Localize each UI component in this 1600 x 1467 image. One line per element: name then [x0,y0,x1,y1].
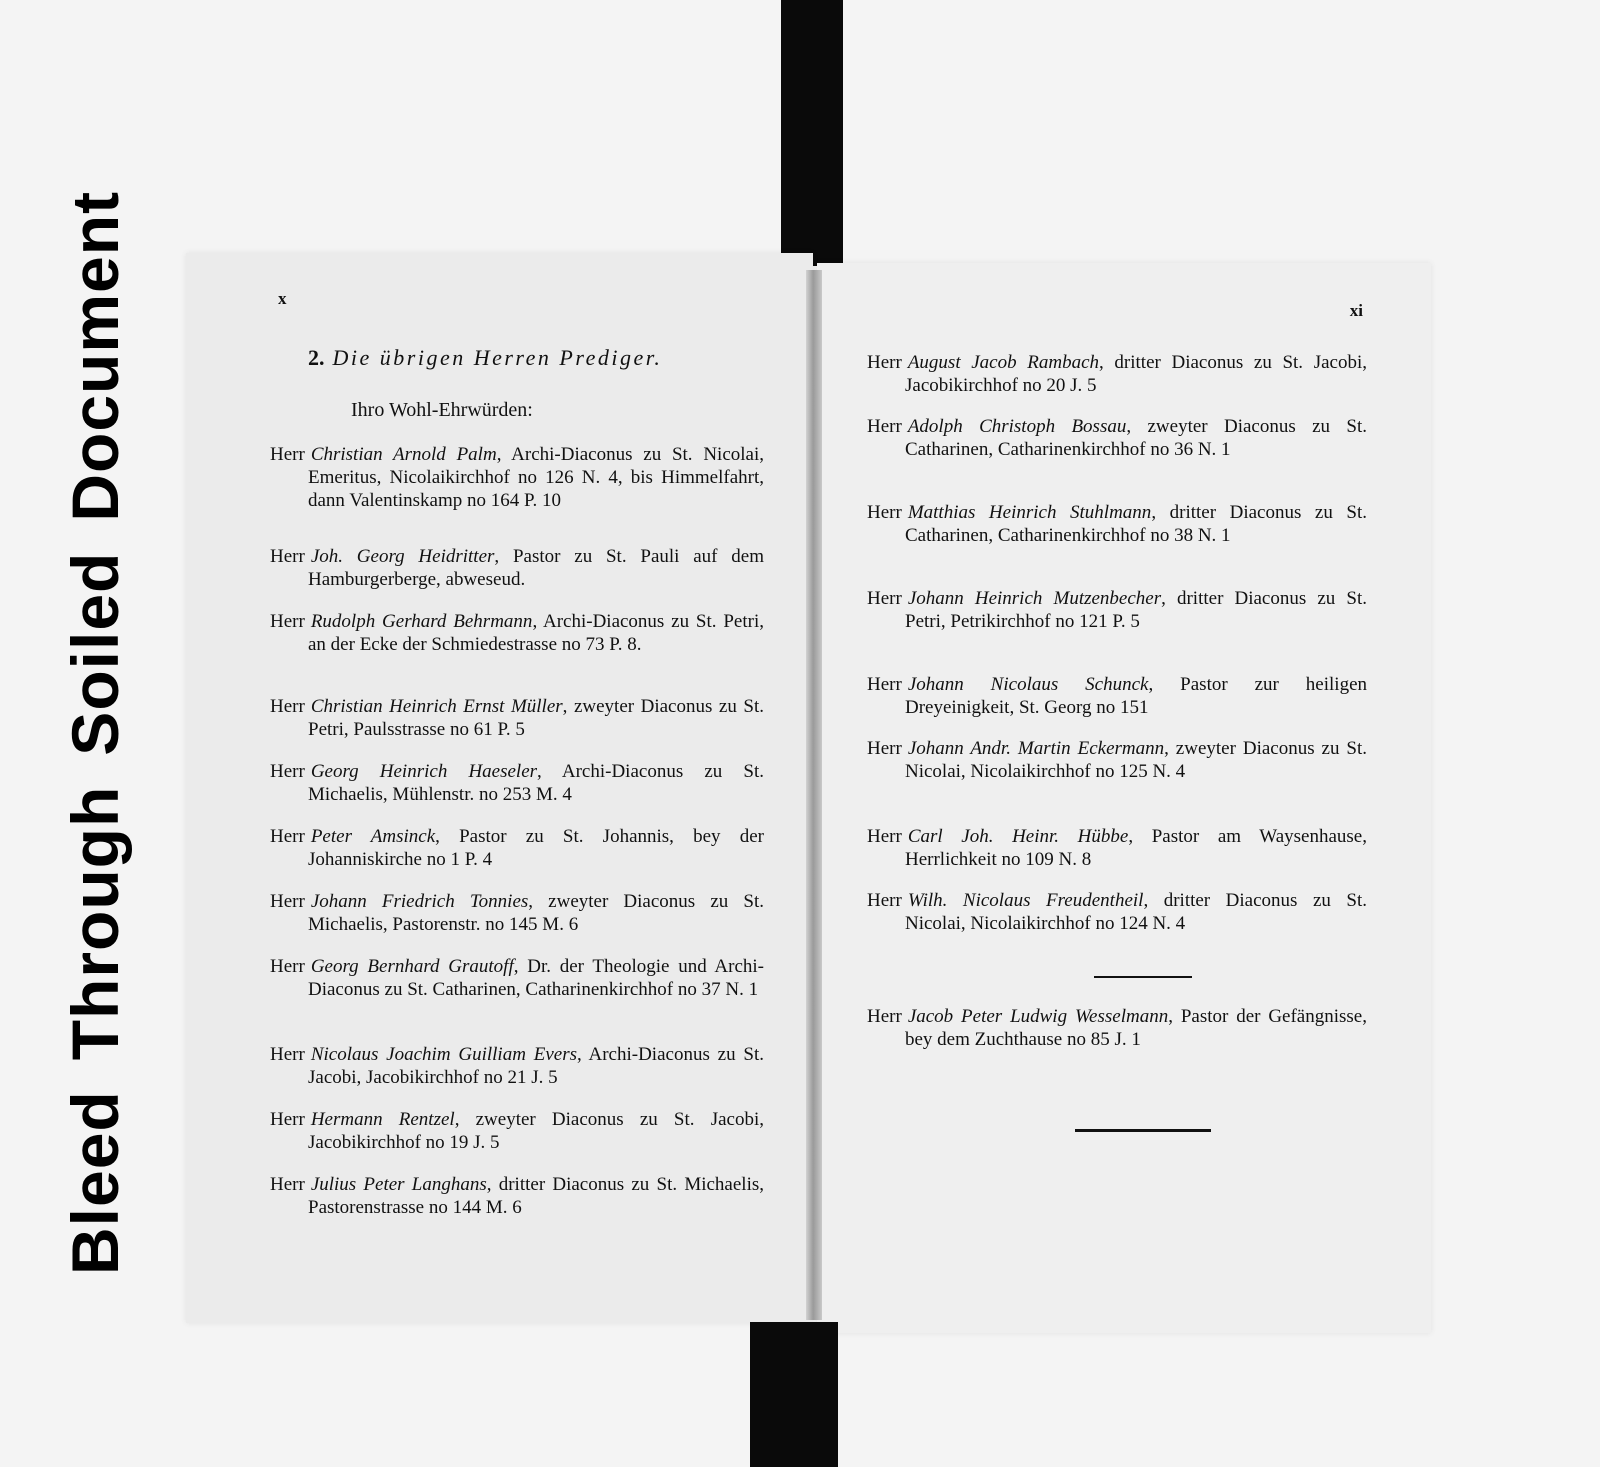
entry-title: Herr [867,826,902,847]
section-divider [1094,976,1192,978]
list-item [270,610,765,656]
entry-name: Adolph Christoph Bossau [907,416,1127,437]
entry-title: Herr [270,761,305,782]
list-item [270,760,764,806]
entry-name: Wilh. Nicolaus Freudentheil [907,890,1144,911]
entry-title: Herr [270,1109,305,1130]
label-word-4: Document [58,190,132,522]
section-number: 2. [308,345,325,370]
entry-name: Joh. Georg Heidritter [310,546,495,567]
list-item [270,1108,764,1154]
binding-strap-bottom [750,1322,838,1467]
entry-title: Herr [867,588,902,609]
list-item [270,695,764,741]
entry-detail: , zweyter Diaconus zu St. Jacobi, Jacobikirchhof no 19 J. 5 [308,1109,764,1153]
list-item [270,1173,764,1219]
entry-name: Johann Andr. Martin Eckermann [907,738,1165,759]
entry-detail: , Archi-Diaconus zu St. Nicolai, Emeritus, Nicolaikirchhof no 126 N. 4, bis Himmelfahrt, dann Valentinskamp no 164 P. 10 [308,444,764,511]
entry-name: August Jacob Rambach [907,352,1100,373]
entry-detail: , dritter Diaconus zu St. Catharinen, Catharinenkirchhof no 38 N. 1 [905,502,1367,546]
entry-detail: , dritter Diaconus zu St. Petri, Petrikirchhof no 121 P. 5 [905,588,1367,632]
entry-detail: , zweyter Diaconus zu St. Nicolai, Nicolaikirchhof no 125 N. 4 [905,738,1367,782]
list-item [270,890,764,936]
entry-title: Herr [867,352,902,373]
entry-title: Herr [270,826,305,847]
entry-title: Herr [867,890,902,911]
list-item [867,673,1368,719]
list-item [270,545,764,591]
label-word-3: Soiled [58,551,132,756]
left-page [186,253,813,1323]
list-item [867,1005,1367,1051]
entry-detail: , dritter Diaconus zu St. Jacobi, Jacobikirchhof no 20 J. 5 [905,352,1367,396]
list-item [270,955,764,1001]
entry-name: Jacob Peter Ludwig Wesselmann [907,1006,1169,1027]
label-word-1: Bleed [58,1090,132,1275]
entry-detail: , Archi-Diaconus zu St. Jacobi, Jacobikirchhof no 21 J. 5 [308,1044,764,1088]
entry-name: Georg Heinrich Haeseler [310,761,538,782]
entry-title: Herr [270,696,305,717]
entry-title: Herr [867,1006,902,1027]
page-number-right: xi [1349,301,1363,320]
entry-name: Hermann Rentzel [310,1109,455,1130]
list-item [867,587,1367,633]
list-item [867,415,1367,461]
entry-name: Peter Amsinck [310,826,436,847]
list-item [867,351,1367,397]
end-divider [1075,1129,1211,1132]
list-item [867,737,1367,783]
entry-title: Herr [867,502,902,523]
entry-title: Herr [270,444,305,465]
salutation: Ihro Wohl-Ehrwürden: [351,399,533,421]
entry-detail: , Dr. der Theologie und Archi-Diaconus zu St. Catharinen, Catharinenkirchhof no 37 N. 1 [308,956,764,1000]
entry-name: Johann Friedrich Tonnies [310,891,529,912]
entry-name: Christian Arnold Palm [310,444,497,465]
list-item [867,889,1367,935]
entry-title: Herr [270,956,305,977]
list-item [270,1043,764,1089]
entry-name: Matthias Heinrich Stuhlmann [907,502,1152,523]
entry-detail: , Pastor zu St. Pauli auf dem Hamburgerberge, abweseud. [308,546,764,590]
right-page [817,263,1431,1333]
list-item [867,825,1367,871]
section-heading [308,345,662,371]
book-gutter [806,270,822,1320]
list-item [867,501,1367,547]
entry-detail: , Pastor zu St. Johannis, bey der Johanniskirche no 1 P. 4 [308,826,764,870]
entry-detail: , zweyter Diaconus zu St. Michaelis, Pastorenstr. no 145 M. 6 [308,891,764,935]
entry-title: Herr [270,891,305,912]
entry-title: Herr [867,416,902,437]
label-word-2: Through [58,785,132,1061]
entry-detail: , dritter Diaconus zu St. Nicolai, Nicolaikirchhof no 124 N. 4 [905,890,1367,934]
entry-name: Christian Heinrich Ernst Müller [310,696,563,717]
page-number-left: x [278,289,287,308]
entry-name: Johann Nicolaus Schunck [907,674,1149,695]
entry-name: Carl Joh. Heinr. Hübbe [907,826,1129,847]
entry-title: Herr [270,546,305,567]
entry-detail: , zweyter Diaconus zu St. Catharinen, Catharinenkirchhof no 36 N. 1 [905,416,1367,460]
binding-strap-top [781,0,843,266]
entry-detail: , Archi-Diaconus zu St. Michaelis, Mühlenstr. no 253 M. 4 [308,761,764,805]
entry-title: Herr [270,611,305,632]
entry-detail: , Pastor zur heiligen Dreyeinigkeit, St. Georg no 151 [905,674,1368,718]
entry-name: Nicolaus Joachim Guilliam Evers [310,1044,577,1065]
entry-detail: , Pastor der Gefängnisse, bey dem Zuchthause no 85 J. 1 [905,1006,1367,1050]
entry-title: Herr [270,1174,305,1195]
entry-detail: , Archi-Diaconus zu St. Petri, an der Ecke der Schmiedestrasse no 73 P. 8. [308,611,765,655]
entry-name: Rudolph Gerhard Behrmann [310,611,533,632]
entry-title: Herr [867,674,902,695]
entry-title: Herr [270,1044,305,1065]
entry-detail: , dritter Diaconus zu St. Michaelis, Pastorenstrasse no 144 M. 6 [308,1174,764,1218]
entry-detail: , zweyter Diaconus zu St. Petri, Paulsstrasse no 61 P. 5 [308,696,764,740]
list-item [270,443,764,512]
entry-name: Georg Bernhard Grautoff [310,956,514,977]
entry-title: Herr [867,738,902,759]
list-item [270,825,764,871]
document-condition-label [30,190,160,1275]
entry-detail: , Pastor am Waysenhause, Herrlichkeit no 109 N. 8 [905,826,1367,870]
entry-name: Johann Heinrich Mutzenbecher [907,588,1162,609]
entry-name: Julius Peter Langhans [310,1174,487,1195]
section-title: Die übrigen Herren Prediger. [332,345,663,370]
